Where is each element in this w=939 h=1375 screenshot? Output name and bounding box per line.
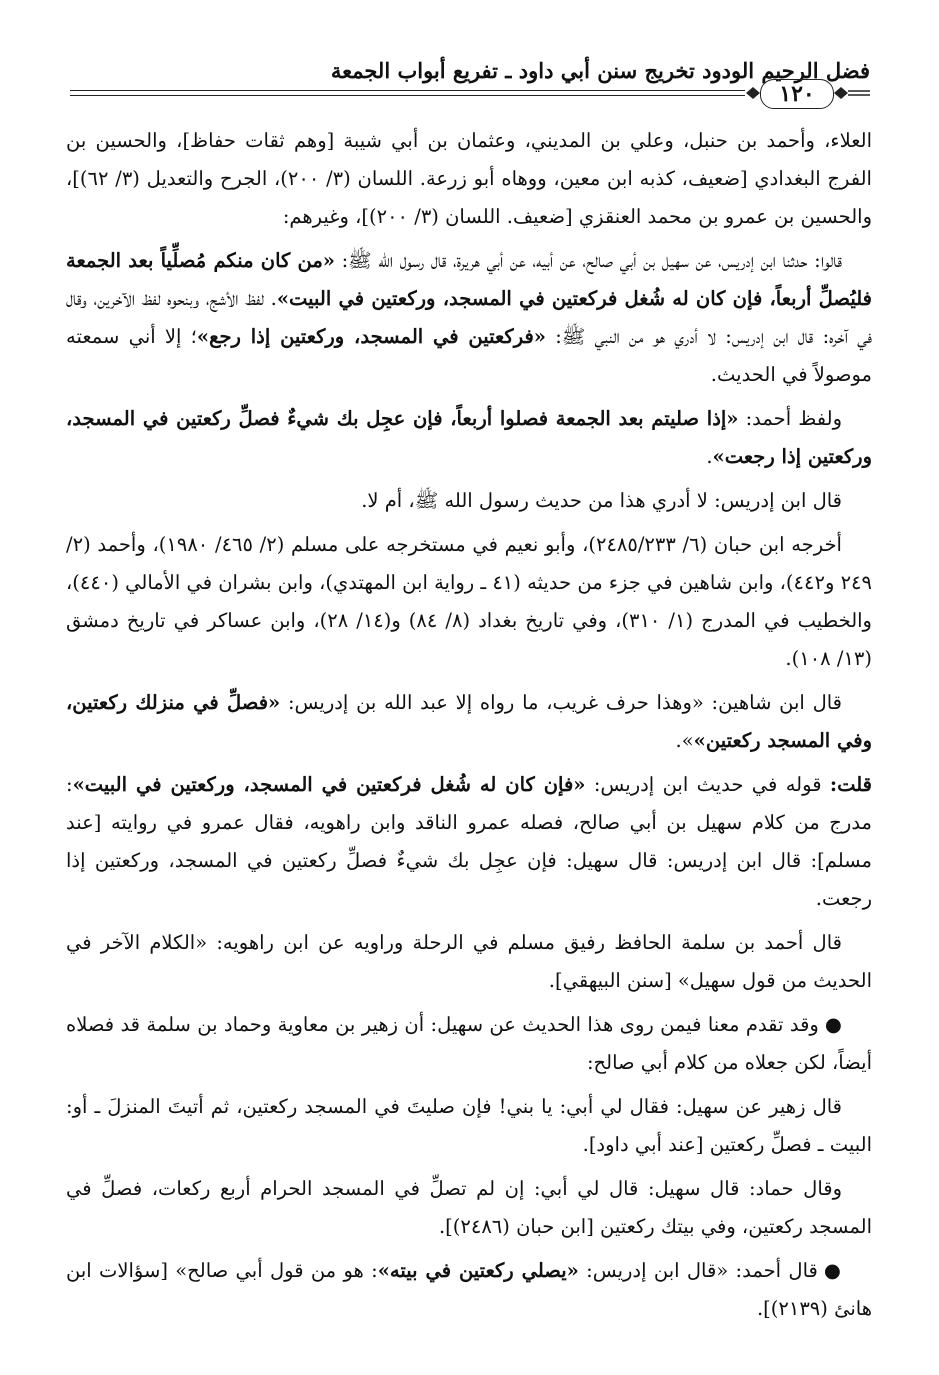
paragraph [66, 1006, 872, 1082]
paragraph: العلاء، وأحمد بن حنبل، وعلي بن المديني، وعثمان بن أبي شيبة [وهم ثقات حفاظ]، والحسين بن الفرج البغدادي [ضعيف، كذبه ابن معين، ووهاه أبو زرعة. اللسان (٣/ ٢٠٠)، الجرح والتعديل (٣/ ٦٢)]، والحسين بن عمرو بن محمد العنقزي [ضعيف. اللسان (٣/ ٢٠٠)]، وغيرهم: [66, 129, 872, 228]
paragraph [66, 684, 872, 760]
hadith-quote: «يصلي ركعتين في بيته» [377, 1259, 579, 1282]
qultu-label: قلت: [829, 773, 872, 796]
paragraph [66, 766, 872, 918]
bullet-icon: ● [824, 1013, 842, 1036]
ornament-icon [746, 86, 760, 100]
bullet-icon: ● [823, 1259, 842, 1282]
text-run: : هو من قول أبي صالح» [سؤالات ابن هانئ (٢١٣٩)]. [66, 1259, 872, 1320]
running-title: فضل الرحيم الودود تخريج سنن أبي داود ـ تفريع أبواب الجمعة [330, 58, 870, 83]
hadith-quote: «فصلِّ في منزلك ركعتين، وفي المسجد ركعتين» [66, 691, 872, 752]
paragraph: قال أحمد بن سلمة الحافظ رفيق مسلم في الرحلة وراويه عن ابن راهويه: «الكلام الآخر في الحديث من قول سهيل» [سنن البيهقي]. [66, 931, 872, 992]
header-rule [70, 90, 745, 91]
text-run: : مدرج من كلام سهيل بن أبي صالح، فصله عمرو الناقد وابن راهويه، فقال عمرو في روايته [عند مسلم]: قال ابن إدريس: قال سهيل: فإن عجِل بك شيءٌ فصلِّ ركعتين في المسجد، وركعتين إذا رجعت. [66, 773, 872, 910]
hadith-quote: «إذا صليتم بعد الجمعة فصلوا أربعاً، فإن عجِل بك شيءٌ فصلِّ ركعتين في المسجد، وركعتين إذا رجعت» [66, 407, 872, 468]
paragraph: قال زهير عن سهيل: فقال لي أبي: يا بني! فإن صليتَ في المسجد ركعتين، ثم أتيتَ المنزلَ ـ أو: البيت ـ فصلِّ ركعتين [عند أبي داود]. [66, 1095, 872, 1156]
page-header [70, 48, 870, 110]
text-run: . [706, 445, 713, 468]
text-run: وقد تقدم معنا فيمن روى هذا الحديث عن سهيل: أن زهير بن معاوية وحماد بن سلمة قد فصلاه أيضاً، لكن جعلاه من كلام أبي صالح: [66, 1013, 872, 1074]
hadith-quote: «فإن كان له شُغل فركعتين في المسجد، وركعتين في البيت» [72, 773, 586, 796]
text-run: قوله في حديث ابن إدريس: [585, 773, 830, 796]
text-run: قال أحمد: «قال ابن إدريس: [578, 1259, 818, 1282]
page-number: ١٢٠ [760, 79, 834, 109]
paragraph: قال ابن إدريس: لا أدري هذا من حديث رسول الله ﷺ، أم لا. [361, 489, 842, 512]
ornament-icon [834, 86, 870, 100]
text-run: ». [675, 729, 694, 752]
paragraph: وقال حماد: قال سهيل: قال لي أبي: إن لم تصلِّ في المسجد الحرام أربع ركعات، فصلِّ في المسجد ركعتين، وفي بيتك ركعتين [ابن حبان (٢٤٨٦)]. [66, 1177, 872, 1238]
paragraph: أخرجه ابن حبان (٦/ ٢٤٨٥/٢٣٣)، وأبو نعيم في مستخرجه على مسلم (٢/ ٤٦٥/ ١٩٨٠)، وأحمد (٢/ ٢٤٩ و٤٤٢)، وابن شاهين في جزء من حديثه (٤١ ـ رواية ابن المهتدي)، وابن بشران في الأمالي (٤٤٠)، والخطيب في المدرج (١/ ٣١٠)، وفي تاريخ بغداد (٨/ ٨٤) و(١٤/ ٢٨)، وابن عساكر في تاريخ دمشق (١٣/ ١٠٨). [66, 533, 872, 670]
text-run: . لفظ الأشج، وبنحوه لفظ الآخرين، وقال في آخره: قال ابن إدريس: لا أدري هو من النبي ﷺ: [66, 287, 872, 348]
page-body [66, 122, 872, 1334]
paragraph [66, 400, 872, 476]
text-run: ولفظ أحمد: [738, 407, 842, 430]
hadith-quote: «فركعتين في المسجد، وركعتين إذا رجع» [196, 325, 546, 348]
text-run: قال ابن شاهين: «وهذا حرف غريب، ما رواه إلا عبد الله بن إدريس: [280, 691, 843, 714]
paragraph [66, 1252, 872, 1328]
text-run: ؛ إلا أني سمعته موصولاً في الحديث. [66, 325, 872, 386]
text-run: قالوا: حدثنا ابن إدريس، عن سهيل بن أبي صالح، عن أبيه، عن أبي هريرة، قال رسول الله ﷺ: [334, 249, 842, 272]
hadith-quote: «من كان منكم مُصلِّياً بعد الجمعة فليُصلِّ أربعاً، فإن كان له شُغل فركعتين في المسجد، وركعتين في البيت» [66, 249, 872, 310]
header-rule [70, 95, 745, 96]
paragraph [66, 242, 872, 394]
